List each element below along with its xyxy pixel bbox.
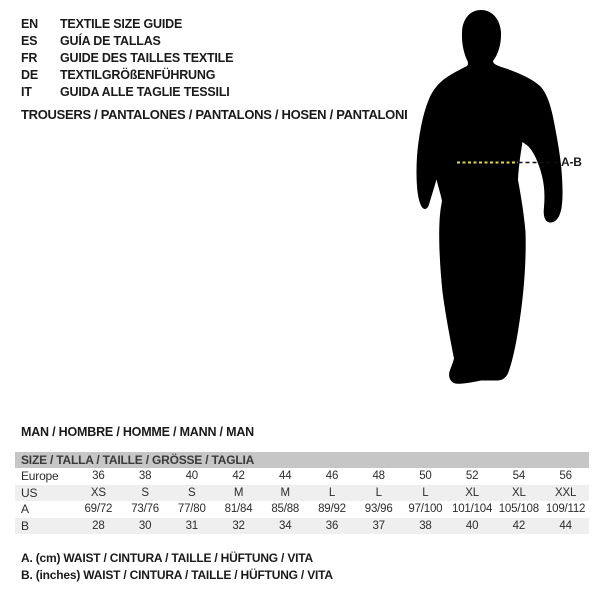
size-cell: 52 xyxy=(465,470,479,483)
size-cell: 77/80 xyxy=(177,503,206,516)
size-cell: 42 xyxy=(512,519,526,532)
gender-heading: MAN / HOMBRE / HOMME / MANN / MAN xyxy=(21,425,254,439)
size-cell: 105/108 xyxy=(498,503,539,516)
language-title: GUÍA DE TALLAS xyxy=(60,33,161,48)
row-label: A xyxy=(21,502,29,517)
size-cell: 50 xyxy=(419,470,432,483)
size-cell: L xyxy=(422,486,429,499)
size-cell: 28 xyxy=(92,519,105,532)
measure-label: A-B xyxy=(561,155,582,169)
size-cell: M xyxy=(280,486,290,499)
size-row-europe xyxy=(15,468,589,485)
size-cell: S xyxy=(141,486,149,499)
size-cell: 44 xyxy=(559,519,572,532)
size-table-header-row xyxy=(15,452,589,468)
language-code: ES xyxy=(21,33,38,48)
language-code: EN xyxy=(21,16,38,31)
size-cell: 38 xyxy=(138,470,152,483)
size-cell: 36 xyxy=(92,470,105,483)
size-cell: 89/92 xyxy=(318,503,346,516)
language-title: GUIDE DES TAILLES TEXTILE xyxy=(60,50,234,65)
man-silhouette xyxy=(410,0,600,400)
size-cell: 30 xyxy=(138,519,152,532)
size-row-a-cm xyxy=(15,501,589,518)
size-table xyxy=(15,452,589,534)
size-cell: 73/76 xyxy=(131,503,159,516)
size-cell: 54 xyxy=(512,470,526,483)
size-cell: L xyxy=(328,486,336,499)
note-b-inches: B. (inches) WAIST / CINTURA / TAILLE / HÜFTUNG / VITA xyxy=(21,568,333,582)
size-cell: 38 xyxy=(419,519,432,532)
language-row xyxy=(21,67,233,84)
language-code: IT xyxy=(21,85,32,100)
language-title: TEXTILGRÖßENFÜHRUNG xyxy=(60,68,216,83)
size-row-us xyxy=(15,485,589,502)
row-label: B xyxy=(21,518,29,533)
size-cell: XS xyxy=(90,486,106,499)
size-cell: 40 xyxy=(465,519,479,532)
size-cell: 36 xyxy=(325,519,339,532)
language-code: DE xyxy=(21,68,38,83)
size-cell: XXL xyxy=(555,486,577,499)
size-cell: 56 xyxy=(559,470,572,483)
size-cell: S xyxy=(188,486,196,499)
size-cell: 85/88 xyxy=(271,503,300,516)
size-cell: 34 xyxy=(279,519,292,532)
row-label: US xyxy=(21,485,38,500)
language-row xyxy=(21,15,233,32)
size-cell: 44 xyxy=(279,470,292,483)
silhouette-shape xyxy=(417,10,563,384)
language-list xyxy=(21,15,233,101)
size-cell: 93/96 xyxy=(364,503,393,516)
note-a-cm: A. (cm) WAIST / CINTURA / TAILLE / HÜFTUNG / VITA xyxy=(21,551,313,565)
size-cell: XL xyxy=(465,486,479,499)
language-row xyxy=(21,49,233,66)
size-cell: 32 xyxy=(232,519,245,532)
row-label: Europe xyxy=(21,469,59,484)
language-row xyxy=(21,32,233,49)
size-row-b-inches xyxy=(15,518,589,535)
measurement-notes xyxy=(21,550,333,584)
size-cell: 31 xyxy=(185,519,198,532)
language-code: FR xyxy=(21,50,38,65)
size-cell: 81/84 xyxy=(224,503,253,516)
size-cell: 37 xyxy=(372,519,385,532)
size-cell: 42 xyxy=(232,470,245,483)
language-row xyxy=(21,84,233,101)
size-cell: 40 xyxy=(185,470,198,483)
size-cell: 97/100 xyxy=(408,503,443,516)
language-title: TEXTILE SIZE GUIDE xyxy=(60,16,183,31)
size-cell: XL xyxy=(511,486,526,499)
size-cell: 101/104 xyxy=(452,503,493,516)
size-cell: 48 xyxy=(372,470,385,483)
size-cell: 46 xyxy=(325,470,339,483)
size-cell: 109/112 xyxy=(545,503,586,516)
size-cell: L xyxy=(375,486,382,499)
size-cell: 69/72 xyxy=(84,503,113,516)
size-cell: M xyxy=(233,486,244,499)
size-table-header: SIZE / TALLA / TAILLE / GRÖSSE / TAGLIA xyxy=(15,452,589,468)
garment-heading: TROUSERS / PANTALONES / PANTALONS / HOSEN / PANTALONI xyxy=(21,107,408,122)
language-title: GUIDA ALLE TAGLIE TESSILI xyxy=(60,85,230,100)
